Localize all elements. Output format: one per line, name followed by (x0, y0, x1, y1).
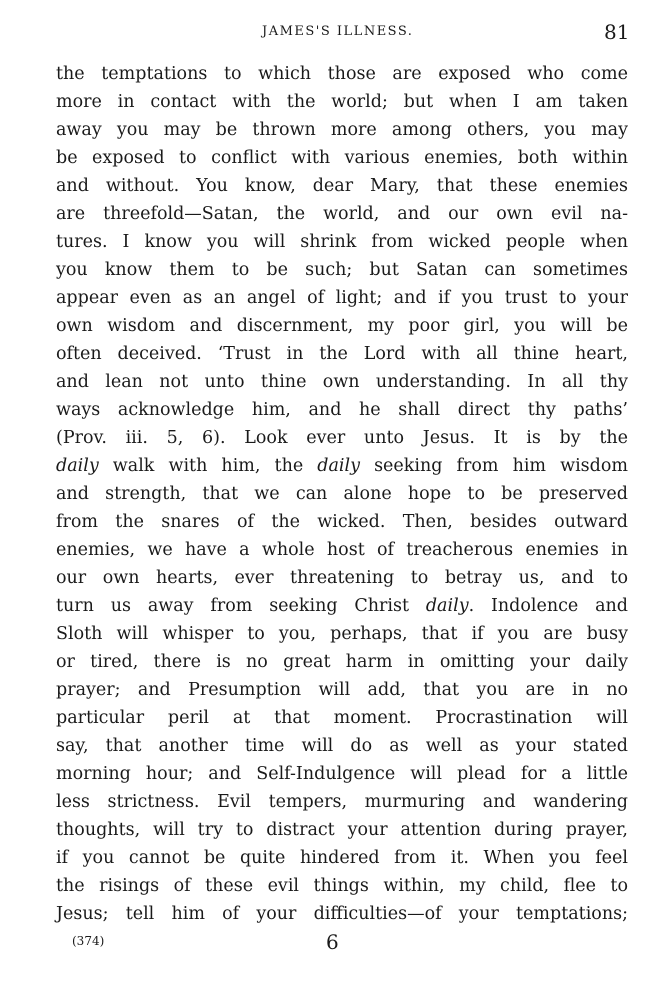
text-line (56, 872, 628, 900)
text-line (56, 312, 628, 340)
text-line (56, 424, 628, 452)
text-segment: turn us away from seeking Christ (56, 596, 426, 616)
text-line (56, 88, 628, 116)
italic-text: daily (317, 456, 360, 476)
text-segment: the risings of these evil things within, my child, flee to (56, 876, 628, 896)
text-segment: more in contact with the world; but when I am taken (56, 92, 628, 112)
text-segment: less strictness. Evil tempers, murmuring and wandering (56, 792, 628, 812)
text-line (56, 564, 628, 592)
text-segment: are threefold—Satan, the world, and our own evil na- (56, 204, 628, 224)
text-line (56, 284, 628, 312)
signature-mark: 6 (326, 930, 339, 954)
text-segment: and without. You know, dear Mary, that these enemies (56, 176, 628, 196)
text-segment: from the snares of the wicked. Then, besides outward (56, 512, 628, 532)
text-segment: particular peril at that moment. Procrastination will (56, 708, 628, 728)
text-segment: and strength, that we can alone hope to be preserved (56, 484, 628, 504)
text-segment: thoughts, will try to distract your attention during prayer, (56, 820, 628, 840)
text-line (56, 760, 628, 788)
text-segment: if you cannot be quite hindered from it. When you feel (56, 848, 628, 868)
text-line (56, 228, 628, 256)
text-segment: ways acknowledge him, and he shall direct thy paths’ (56, 400, 628, 420)
text-line (56, 592, 628, 620)
text-line (56, 396, 628, 424)
text-segment: prayer; and Presumption will add, that you are in no (56, 680, 628, 700)
text-segment: seeking from him wisdom (360, 456, 628, 476)
running-title: JAMES'S ILLNESS. (262, 24, 414, 39)
text-segment: or tired, there is no great harm in omitting your daily (56, 652, 628, 672)
text-line (56, 704, 628, 732)
text-line (56, 816, 628, 844)
text-segment: Jesus; tell him of your difficulties—of your temptations; (56, 904, 628, 924)
text-line (56, 200, 628, 228)
text-line (56, 172, 628, 200)
text-segment: you know them to be such; but Satan can sometimes (56, 260, 628, 280)
text-line (56, 648, 628, 676)
text-line (56, 676, 628, 704)
text-segment: . Indolence and (468, 596, 628, 616)
text-line (56, 256, 628, 284)
text-segment: Sloth will whisper to you, perhaps, that if you are busy (56, 624, 628, 644)
text-line (56, 900, 628, 928)
text-line (56, 844, 628, 872)
text-line (56, 60, 628, 88)
text-line (56, 340, 628, 368)
printer-mark: (374) (72, 934, 105, 948)
text-segment: and lean not unto thine own understanding. In all thy (56, 372, 628, 392)
running-head (0, 20, 667, 44)
text-segment: often deceived. ‘Trust in the Lord with all thine heart, (56, 344, 628, 364)
text-line (56, 788, 628, 816)
text-segment: enemies, we have a whole host of treacherous enemies in (56, 540, 628, 560)
text-segment: appear even as an angel of light; and if you trust to your (56, 288, 628, 308)
body-text (56, 60, 628, 928)
text-segment: our own hearts, ever threatening to betray us, and to (56, 568, 628, 588)
text-line (56, 508, 628, 536)
text-segment: the temptations to which those are exposed who come (56, 64, 628, 84)
text-segment: away you may be thrown more among others, you may (56, 120, 628, 140)
text-line (56, 368, 628, 396)
italic-text: daily (56, 456, 99, 476)
text-segment: tures. I know you will shrink from wicked people when (56, 232, 628, 252)
text-line (56, 116, 628, 144)
text-line (56, 536, 628, 564)
text-line (56, 732, 628, 760)
text-segment: morning hour; and Self-Indulgence will plead for a little (56, 764, 628, 784)
text-segment: own wisdom and discernment, my poor girl, you will be (56, 316, 628, 336)
text-segment: say, that another time will do as well as your stated (56, 736, 628, 756)
page-footer (0, 928, 667, 968)
text-segment: walk with him, the (98, 456, 318, 476)
text-line (56, 452, 628, 480)
text-segment: be exposed to conflict with various enemies, both within (56, 148, 628, 168)
text-line (56, 480, 628, 508)
text-segment: (Prov. iii. 5, 6). Look ever unto Jesus. It is by the (56, 428, 628, 448)
text-line (56, 144, 628, 172)
page-number: 81 (604, 20, 630, 44)
italic-text: daily (425, 596, 469, 616)
text-line (56, 620, 628, 648)
